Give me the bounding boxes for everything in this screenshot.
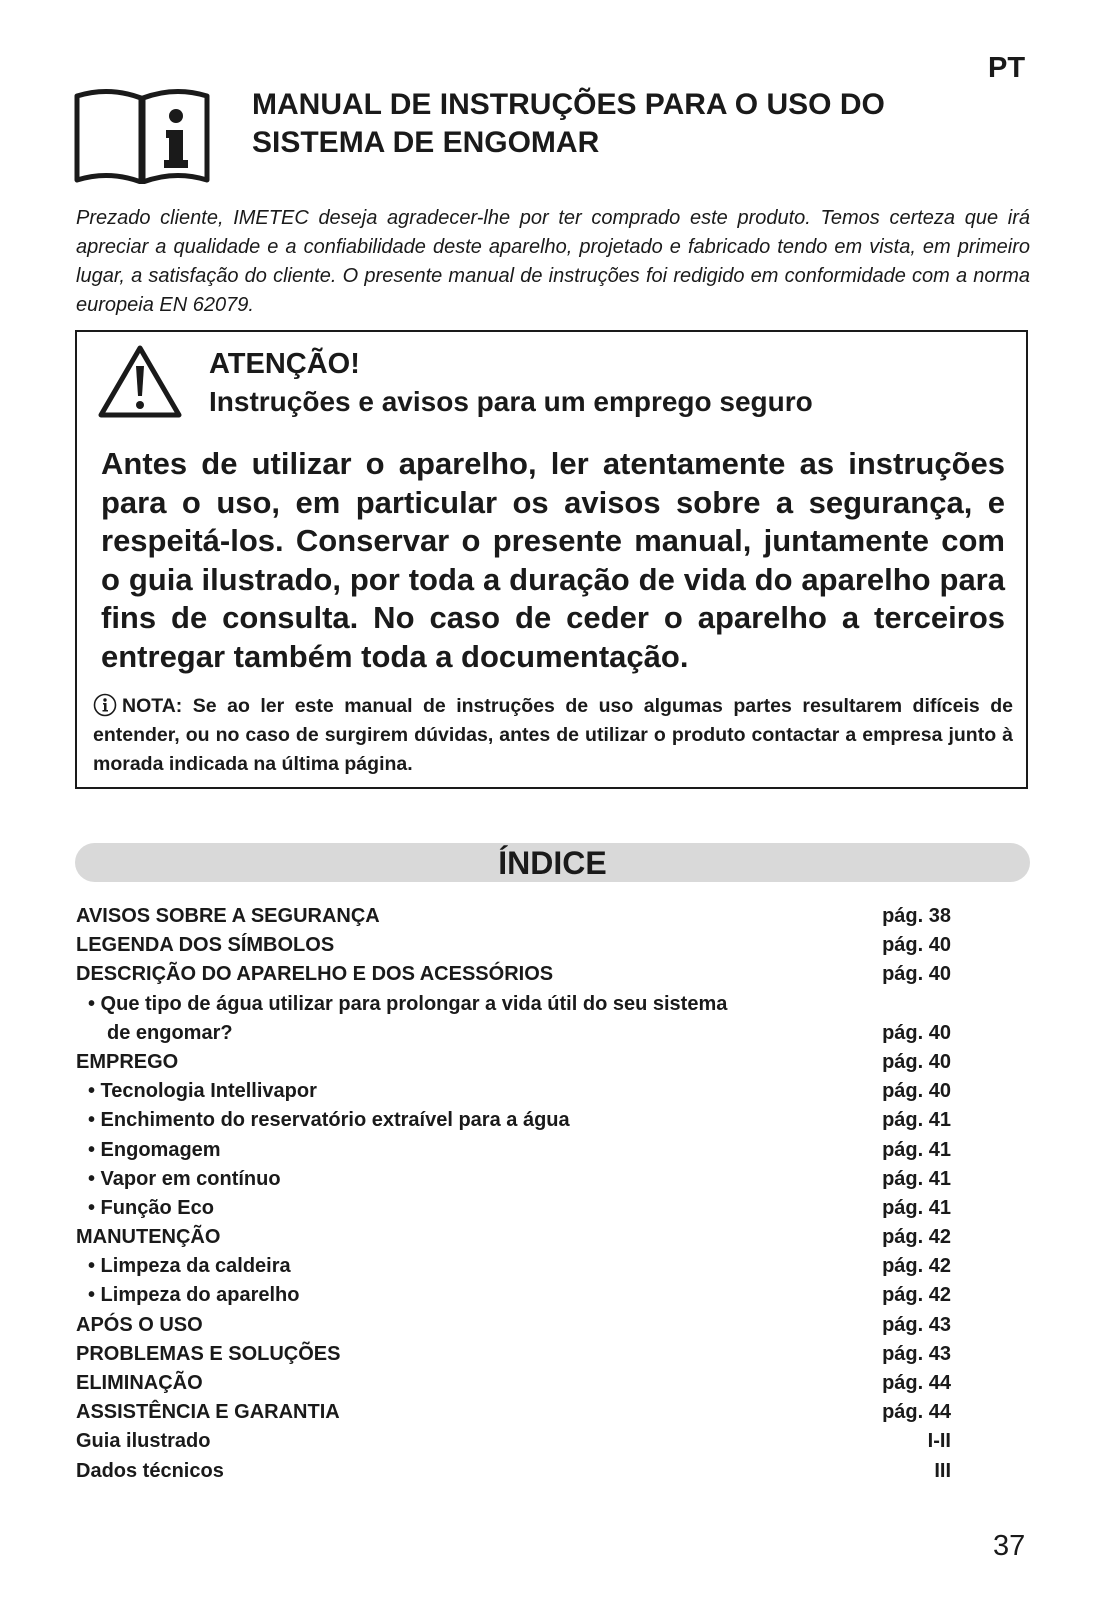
toc-entry-page: I-II	[927, 1430, 951, 1453]
toc-entry	[76, 1048, 951, 1077]
toc-entry-page: pág. 41	[882, 1196, 951, 1219]
toc-entry-label: Guia ilustrado	[76, 1430, 211, 1453]
info-circle-icon	[93, 693, 117, 717]
toc-entry-label: PROBLEMAS E SOLUÇÕES	[76, 1342, 341, 1365]
toc-entry-page: pág. 44	[882, 1401, 951, 1424]
toc-entry	[76, 1019, 951, 1048]
toc-entry-label: • Limpeza do aparelho	[88, 1284, 300, 1307]
warning-title: ATENÇÃO!	[209, 348, 360, 380]
toc-entry-page: pág. 41	[882, 1167, 951, 1190]
toc-entry-page: pág. 40	[882, 1080, 951, 1103]
toc-entry-label: ELIMINAÇÃO	[76, 1372, 203, 1394]
toc-entry	[76, 1106, 951, 1135]
toc-entry-page: pág. 43	[882, 1342, 951, 1365]
page-title: MANUAL DE INSTRUÇÕES PARA O USO DO SISTEMA DE ENGOMAR	[252, 88, 885, 159]
toc-entry-label: LEGENDA DOS SÍMBOLOS	[76, 934, 335, 957]
table-of-contents	[76, 902, 951, 1486]
toc-entry-label: de engomar?	[107, 1021, 233, 1044]
note-text: NOTA: Se ao ler este manual de instruções de uso algumas partes resultarem difíceis de entender, ou no caso de surgirem dúvidas, antes de utilizar o produto contactar a empresa junto à morada indicada na última página.	[93, 695, 1013, 775]
toc-entry-label: AVISOS SOBRE A SEGURANÇA	[76, 905, 380, 927]
toc-entry-label: • Vapor em contínuo	[88, 1167, 281, 1190]
intro-paragraph: Prezado cliente, IMETEC deseja agradecer-lhe por ter comprado este produto. Temos certeza que irá apreciar a qualidade e a confiabilidade deste aparelho, projetado e fabricado tendo em vista, em primeiro lugar, a satisfação do cliente. O presente manual de instruções foi redigido em conformidade com a norma europeia EN 62079.	[76, 207, 1030, 316]
toc-entry-page: pág. 44	[882, 1372, 951, 1394]
toc-entry-label: EMPREGO	[76, 1050, 179, 1073]
toc-entry-label: • Enchimento do reservatório extraível para a água	[88, 1109, 570, 1132]
toc-entry-label: • Limpeza da caldeira	[88, 1255, 291, 1278]
toc-entry	[76, 1165, 951, 1194]
toc-entry-page: pág. 40	[882, 963, 951, 986]
toc-entry	[76, 1252, 951, 1281]
toc-entry-page: pág. 40	[882, 1021, 951, 1044]
toc-entry-label: MANUTENÇÃO	[76, 1226, 221, 1249]
toc-entry	[76, 1136, 951, 1165]
toc-entry	[76, 1457, 951, 1486]
toc-entry-label: • Função Eco	[88, 1196, 214, 1219]
toc-entry	[76, 1223, 951, 1252]
toc-entry	[76, 1340, 951, 1369]
warning-triangle-icon	[97, 342, 183, 420]
toc-entry-label: APÓS O USO	[76, 1313, 203, 1336]
toc-entry	[76, 1398, 951, 1427]
toc-entry-label: • Tecnologia Intellivapor	[88, 1080, 317, 1103]
toc-entry	[76, 1427, 951, 1456]
toc-entry-page: pág. 41	[882, 1109, 951, 1132]
toc-entry	[76, 1369, 951, 1398]
book-info-icon	[73, 88, 213, 184]
toc-entry	[76, 931, 951, 960]
toc-entry-label: • Engomagem	[88, 1138, 221, 1161]
note-paragraph	[93, 692, 1013, 779]
warning-subtitle: Instruções e avisos para um emprego seguro	[209, 386, 813, 417]
page-number: 37	[993, 1530, 1026, 1562]
toc-entry	[76, 1077, 951, 1106]
toc-entry-label: ASSISTÊNCIA E GARANTIA	[76, 1401, 340, 1424]
warning-body: Antes de utilizar o aparelho, ler atentamente as instruções para o uso, em particular os avisos sobre a segurança, e respeitá-los. Conservar o presente manual, juntamente com o guia ilustrado, por toda a duração de vida do aparelho para fins de consulta. No caso de ceder o aparelho a terceiros entregar também toda a documentação.	[101, 446, 1005, 674]
toc-entry-page: pág. 40	[882, 934, 951, 957]
toc-entry	[76, 902, 951, 931]
toc-entry	[76, 1281, 951, 1310]
toc-entry-page: pág. 42	[882, 1284, 951, 1307]
toc-entry-page: III	[934, 1459, 951, 1482]
toc-entry	[76, 960, 951, 989]
toc-entry-page: pág. 41	[882, 1138, 951, 1161]
toc-entry-page: pág. 42	[882, 1226, 951, 1249]
toc-entry-label: • Que tipo de água utilizar para prolongar a vida útil do seu sistema	[88, 992, 728, 1015]
toc-entry-page: pág. 42	[882, 1255, 951, 1278]
toc-entry-page: pág. 43	[882, 1313, 951, 1336]
toc-entry-label: Dados técnicos	[76, 1459, 224, 1482]
toc-entry	[76, 1194, 951, 1223]
toc-entry	[76, 990, 951, 1019]
warning-box	[75, 330, 1028, 789]
toc-entry-page: pág. 38	[882, 905, 951, 927]
toc-entry-page: pág. 40	[882, 1050, 951, 1073]
language-code: PT	[988, 52, 1026, 84]
toc-entry	[76, 1311, 951, 1340]
index-title: ÍNDICE	[498, 845, 607, 881]
toc-entry-label: DESCRIÇÃO DO APARELHO E DOS ACESSÓRIOS	[76, 963, 554, 986]
index-header-bar	[75, 843, 1030, 882]
